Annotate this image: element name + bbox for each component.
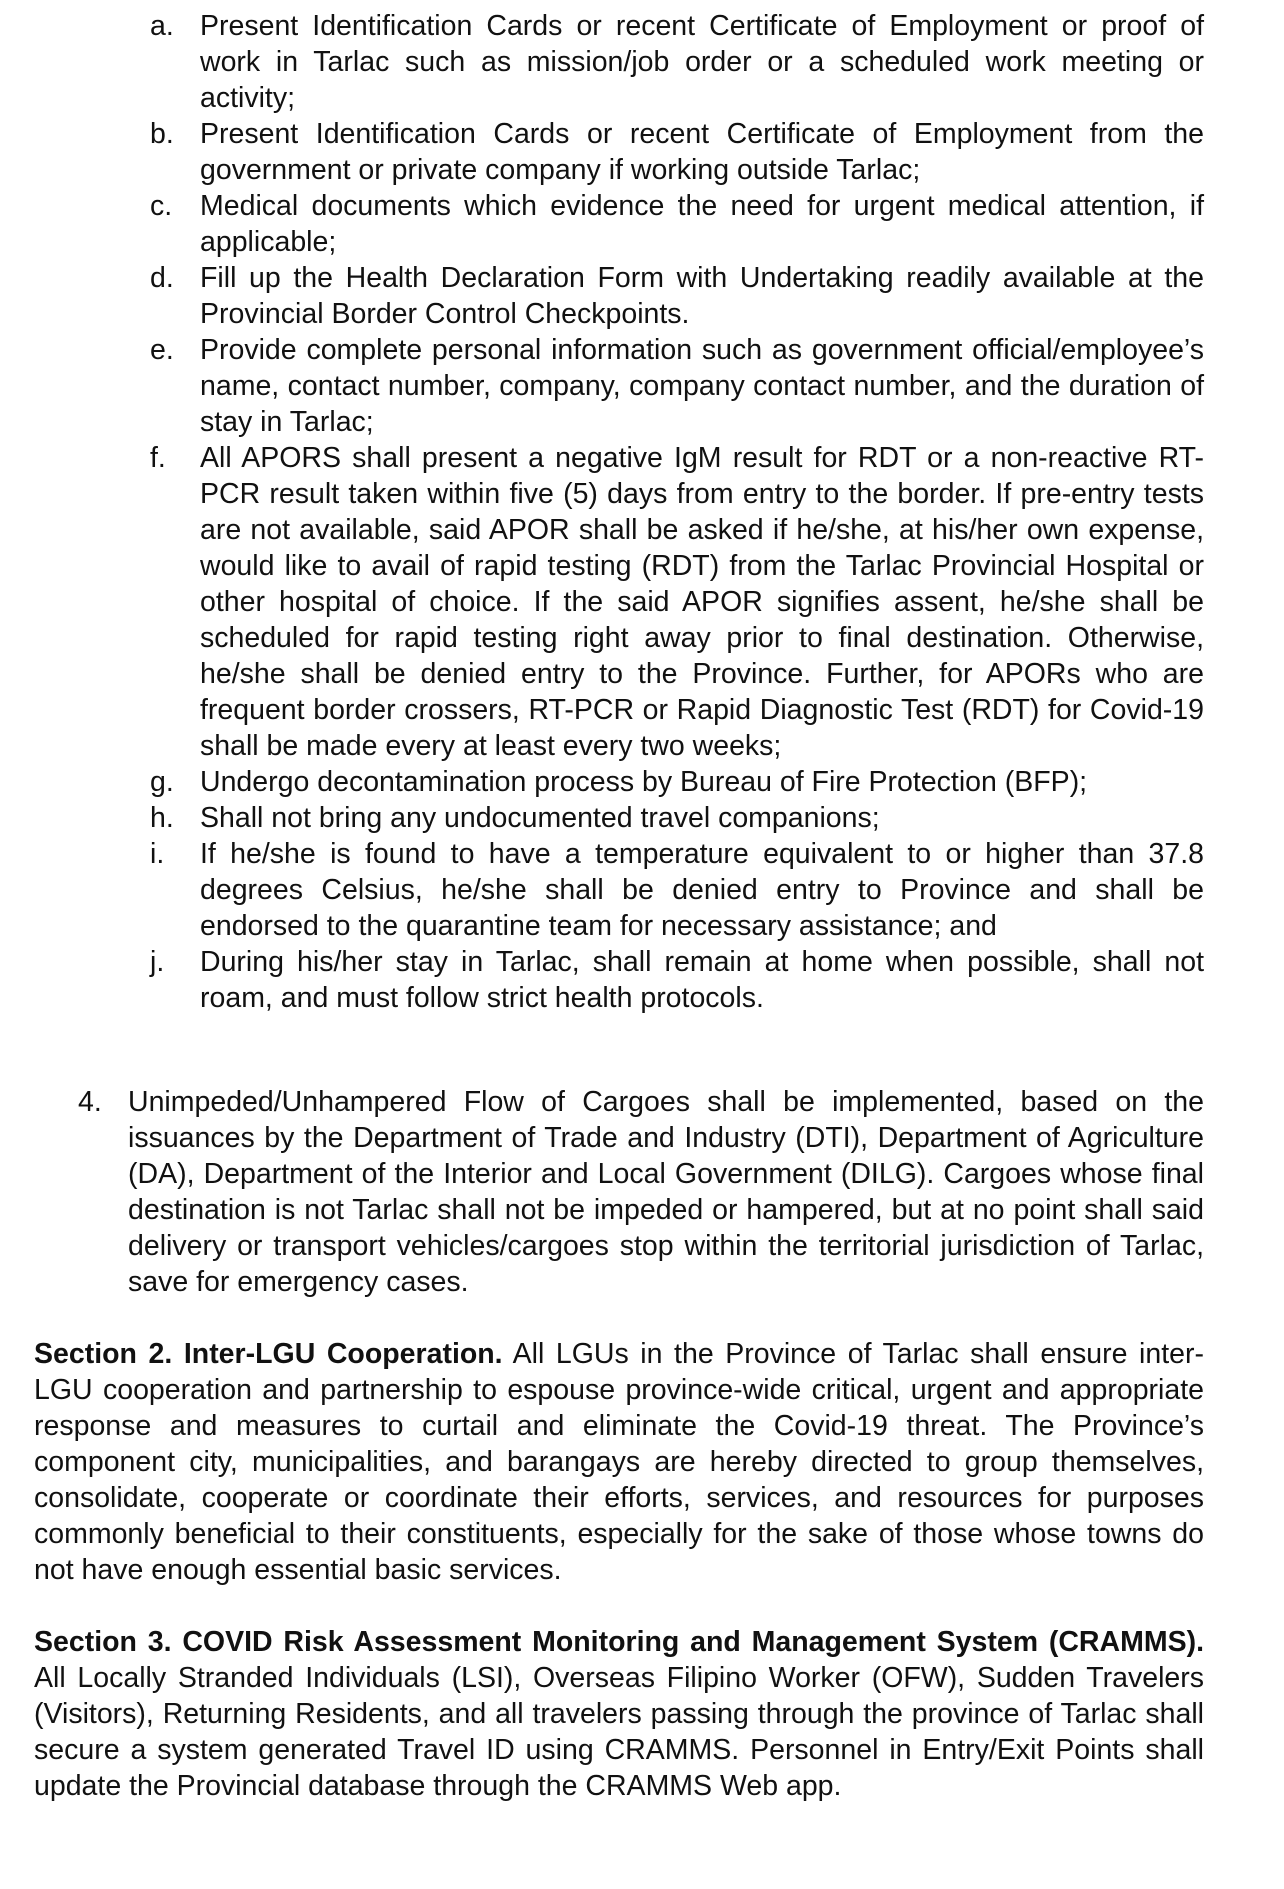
list-item-marker: h. bbox=[150, 802, 174, 834]
numbered-item-4 bbox=[78, 1084, 1204, 1300]
list-item-marker: g. bbox=[150, 766, 174, 798]
section-3-heading: Section 3. COVID Risk Assessment Monitoring and Management System (CRAMMS). bbox=[34, 1626, 1204, 1658]
list-item-marker: c. bbox=[150, 190, 173, 222]
list-item bbox=[150, 260, 1204, 332]
list-item-text: Present Identification Cards or recent Certificate of Employment or proof of work in Tarlac such as mission/job order or a scheduled work meeting or activity; bbox=[200, 10, 1204, 114]
list-item bbox=[150, 764, 1204, 800]
list-item-text: Undergo decontamination process by Bureau of Fire Protection (BFP); bbox=[200, 766, 1088, 798]
list-item-text: All APORS shall present a negative IgM result for RDT or a non-reactive RT-PCR result taken within five (5) days from entry to the border. If pre-entry tests are not available, said APOR shall be asked if he/she, at his/her own expense, would like to avail of rapid testing (RDT) from the Tarlac Provincial Hospital or other hospital of choice. If the said APOR signifies assent, he/she shall be scheduled for rapid testing right away prior to final destination. Otherwise, he/she shall be denied entry to the Province. Further, for APORs who are frequent border crossers, RT-PCR or Rapid Diagnostic Test (RDT) for Covid-19 shall be made every at least every two weeks; bbox=[200, 442, 1204, 762]
list-item-text: Present Identification Cards or recent Certificate of Employment from the government or private company if working outside Tarlac; bbox=[200, 118, 1204, 186]
list-item bbox=[150, 188, 1204, 260]
list-item-text: Medical documents which evidence the need for urgent medical attention, if applicable; bbox=[200, 190, 1204, 258]
list-item-text: If he/she is found to have a temperature equivalent to or higher than 37.8 degrees Celsius, he/she shall be denied entry to Province and shall be endorsed to the quarantine team for necessary assistance; and bbox=[200, 838, 1204, 942]
numbered-item-marker: 4. bbox=[78, 1086, 102, 1118]
list-item bbox=[150, 332, 1204, 440]
section-3-paragraph bbox=[34, 1624, 1204, 1804]
list-item-marker: b. bbox=[150, 118, 174, 150]
list-item-marker: f. bbox=[150, 442, 166, 474]
section-3-body: All Locally Stranded Individuals (LSI), Overseas Filipino Worker (OFW), Sudden Travelers (Visitors), Returning Residents, and all travelers passing through the province of Tarlac shall secure a system generated Travel ID using CRAMMS. Personnel in Entry/Exit Points shall update the Provincial database through the CRAMMS Web app. bbox=[34, 1662, 1204, 1802]
list-item-marker: d. bbox=[150, 262, 174, 294]
list-item-marker: i. bbox=[150, 838, 165, 870]
list-item bbox=[150, 8, 1204, 116]
section-2-heading: Section 2. Inter-LGU Cooperation. bbox=[34, 1338, 503, 1370]
list-item bbox=[150, 440, 1204, 764]
list-item-marker: e. bbox=[150, 334, 174, 366]
list-item bbox=[150, 116, 1204, 188]
section-2-paragraph bbox=[34, 1336, 1204, 1588]
list-item-marker: j. bbox=[150, 946, 165, 978]
numbered-item-text: Unimpeded/Unhampered Flow of Cargoes shall be implemented, based on the issuances by the Department of Trade and Industry (DTI), Department of Agriculture (DA), Department of the Interior and Local Government (DILG). Cargoes whose final destination is not Tarlac shall not be impeded or hampered, but at no point shall said delivery or transport vehicles/cargoes stop within the territorial jurisdiction of Tarlac, save for emergency cases. bbox=[128, 1086, 1204, 1298]
list-item bbox=[150, 944, 1204, 1016]
list-item-text: Provide complete personal information such as government official/employee’s name, contact number, company, company contact number, and the duration of stay in Tarlac; bbox=[200, 334, 1204, 438]
numbered-list bbox=[78, 1084, 1204, 1300]
list-item-marker: a. bbox=[150, 10, 174, 42]
list-item-text: Fill up the Health Declaration Form with Undertaking readily available at the Provincial Border Control Checkpoints. bbox=[200, 262, 1204, 330]
list-item bbox=[150, 800, 1204, 836]
list-item-text: Shall not bring any undocumented travel companions; bbox=[200, 802, 880, 834]
requirements-list bbox=[150, 8, 1204, 1016]
section-2-body: All LGUs in the Province of Tarlac shall ensure inter-LGU cooperation and partnership to espouse province-wide critical, urgent and appropriate response and measures to curtail and eliminate the Covid-19 threat. The Province’s component city, municipalities, and barangays are hereby directed to group themselves, consolidate, cooperate or coordinate their efforts, services, and resources for purposes commonly beneficial to their constituents, especially for the sake of those whose towns do not have enough essential basic services. bbox=[34, 1338, 1204, 1586]
list-item bbox=[150, 836, 1204, 944]
list-item-text: During his/her stay in Tarlac, shall remain at home when possible, shall not roam, and must follow strict health protocols. bbox=[200, 946, 1204, 1014]
